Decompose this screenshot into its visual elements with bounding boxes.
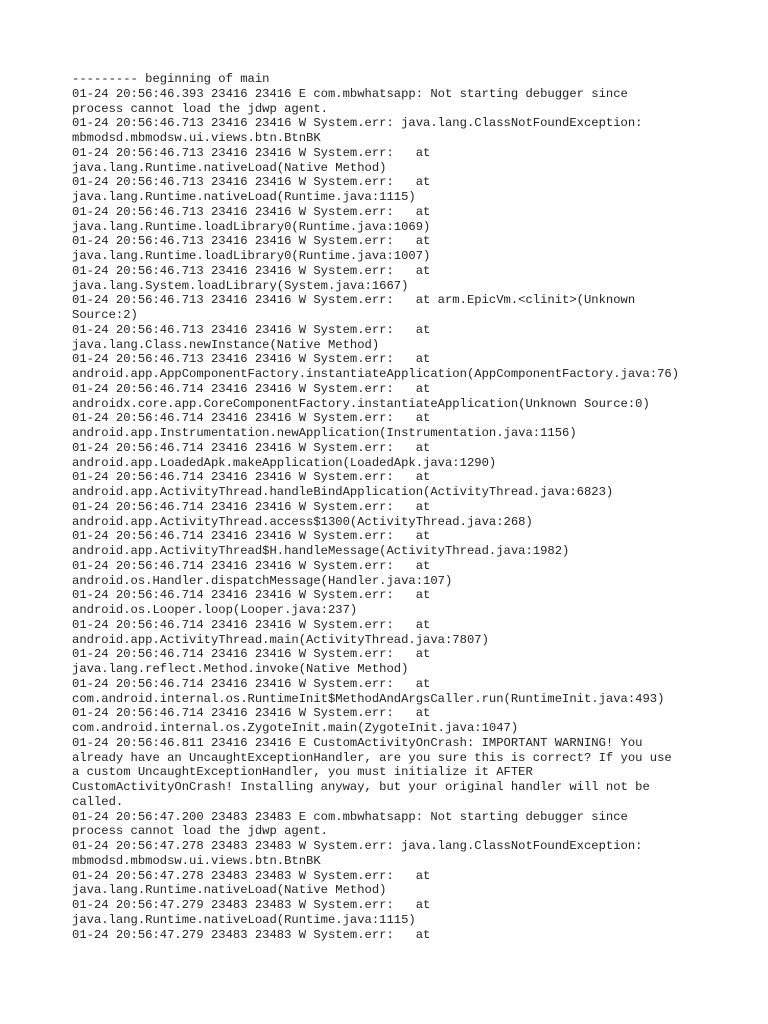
log-line: java.lang.System.loadLibrary(System.java:1667) — [72, 278, 409, 293]
log-line: 01-24 20:56:46.714 23416 23416 W System.err: at — [72, 647, 431, 662]
log-line: 01-24 20:56:46.714 23416 23416 W System.err: at — [72, 470, 431, 485]
log-line: 01-24 20:56:46.714 23416 23416 W System.err: at — [72, 381, 431, 396]
log-line: java.lang.Runtime.nativeLoad(Native Method) — [72, 883, 387, 898]
log-line: process cannot load the jdwp agent. — [72, 824, 328, 839]
log-line: 01-24 20:56:46.713 23416 23416 W System.err: java.lang.ClassNotFoundException: — [72, 116, 643, 131]
log-line: java.lang.Runtime.nativeLoad(Runtime.java:1115) — [72, 190, 416, 204]
log-line: 01-24 20:56:46.714 23416 23416 W System.err: at — [72, 676, 431, 691]
log-line: called. — [72, 794, 124, 809]
log-line: 01-24 20:56:46.713 23416 23416 W System.err: at — [72, 145, 431, 160]
log-line: 01-24 20:56:46.714 23416 23416 W System.err: at — [72, 411, 431, 426]
log-line: mbmodsd.mbmodsw.ui.views.btn.BtnBK — [72, 131, 321, 145]
log-line: com.android.internal.os.ZygoteInit.main(ZygoteInit.java:1047) — [72, 721, 519, 735]
log-line: 01-24 20:56:46.713 23416 23416 W System.err: at — [72, 352, 431, 367]
log-line: java.lang.Class.newInstance(Native Method) — [72, 337, 380, 352]
log-line: java.lang.reflect.Method.invoke(Native Method) — [72, 662, 409, 676]
log-line: android.os.Handler.dispatchMessage(Handler.java:107) — [72, 573, 453, 588]
log-line: android.app.ActivityThread.access$1300(ActivityThread.java:268) — [72, 514, 533, 529]
log-line: 01-24 20:56:47.279 23483 23483 W System.err: at — [72, 898, 431, 912]
log-line: 01-24 20:56:47.278 23483 23483 W System.err: at — [72, 868, 431, 883]
log-line: 01-24 20:56:46.714 23416 23416 W System.err: at — [72, 588, 431, 603]
log-line: 01-24 20:56:46.713 23416 23416 W System.err: at — [72, 204, 431, 219]
log-line: 01-24 20:56:46.714 23416 23416 W System.err: at — [72, 558, 431, 573]
log-line: androidx.core.app.CoreComponentFactory.instantiateApplication(Unknown Source:0) — [72, 396, 650, 411]
log-line: java.lang.Runtime.loadLibrary0(Runtime.java:1069) — [72, 219, 431, 234]
log-line: 01-24 20:56:46.714 23416 23416 W System.err: at — [72, 499, 431, 514]
log-line: 01-24 20:56:46.714 23416 23416 W System.err: at — [72, 440, 431, 455]
log-line: android.app.LoadedApk.makeApplication(LoadedApk.java:1290) — [72, 455, 497, 470]
log-line: 01-24 20:56:47.200 23483 23483 E com.mbwhatsapp: Not starting debugger since — [72, 809, 628, 824]
log-line: 01-24 20:56:46.713 23416 23416 W System.err: at — [72, 234, 431, 249]
log-document — [72, 72, 712, 942]
log-line: 01-24 20:56:46.713 23416 23416 W System.err: at — [72, 322, 431, 337]
log-line: mbmodsd.mbmodsw.ui.views.btn.BtnBK — [72, 853, 321, 868]
log-line: android.app.AppComponentFactory.instantiateApplication(AppComponentFactory.java:76) — [72, 367, 680, 381]
log-line: com.android.internal.os.RuntimeInit$MethodAndArgsCaller.run(RuntimeInit.java:493) — [72, 691, 665, 706]
log-line: 01-24 20:56:46.714 23416 23416 W System.err: at — [72, 617, 431, 632]
log-line: 01-24 20:56:46.714 23416 23416 W System.err: at — [72, 706, 431, 721]
log-line: java.lang.Runtime.loadLibrary0(Runtime.java:1007) — [72, 249, 431, 263]
log-line: a custom UncaughtExceptionHandler, you must initialize it AFTER — [72, 765, 533, 780]
log-line: Source:2) — [72, 308, 138, 322]
log-line: 01-24 20:56:46.713 23416 23416 W System.err: at — [72, 175, 431, 190]
log-line: CustomActivityOnCrash! Installing anyway, but your original handler will not be — [72, 780, 650, 794]
log-line: 01-24 20:56:46.713 23416 23416 W System.err: at arm.EpicVm.<clinit>(Unknown — [72, 293, 636, 308]
log-line: java.lang.Runtime.nativeLoad(Runtime.java:1115) — [72, 912, 416, 927]
log-line: java.lang.Runtime.nativeLoad(Native Method) — [72, 160, 387, 175]
log-line: process cannot load the jdwp agent. — [72, 101, 328, 116]
log-line: --------- beginning of main — [72, 72, 270, 86]
log-line: android.app.ActivityThread.handleBindApplication(ActivityThread.java:6823) — [72, 485, 614, 499]
log-line: 01-24 20:56:46.714 23416 23416 W System.err: at — [72, 529, 431, 544]
log-line: android.os.Looper.loop(Looper.java:237) — [72, 603, 358, 617]
log-line: already have an UncaughtExceptionHandler, are you sure this is correct? If you use — [72, 750, 672, 765]
log-line: 01-24 20:56:46.811 23416 23416 E CustomActivityOnCrash: IMPORTANT WARNING! You — [72, 735, 643, 750]
log-line: android.app.ActivityThread.main(ActivityThread.java:7807) — [72, 632, 489, 647]
log-line: android.app.Instrumentation.newApplication(Instrumentation.java:1156) — [72, 426, 577, 440]
log-line: 01-24 20:56:46.713 23416 23416 W System.err: at — [72, 263, 431, 278]
log-line: 01-24 20:56:47.279 23483 23483 W System.err: at — [72, 927, 431, 942]
log-line: 01-24 20:56:46.393 23416 23416 E com.mbwhatsapp: Not starting debugger since — [72, 86, 628, 101]
log-line: 01-24 20:56:47.278 23483 23483 W System.err: java.lang.ClassNotFoundException: — [72, 839, 643, 853]
log-line: android.app.ActivityThread$H.handleMessage(ActivityThread.java:1982) — [72, 544, 570, 558]
